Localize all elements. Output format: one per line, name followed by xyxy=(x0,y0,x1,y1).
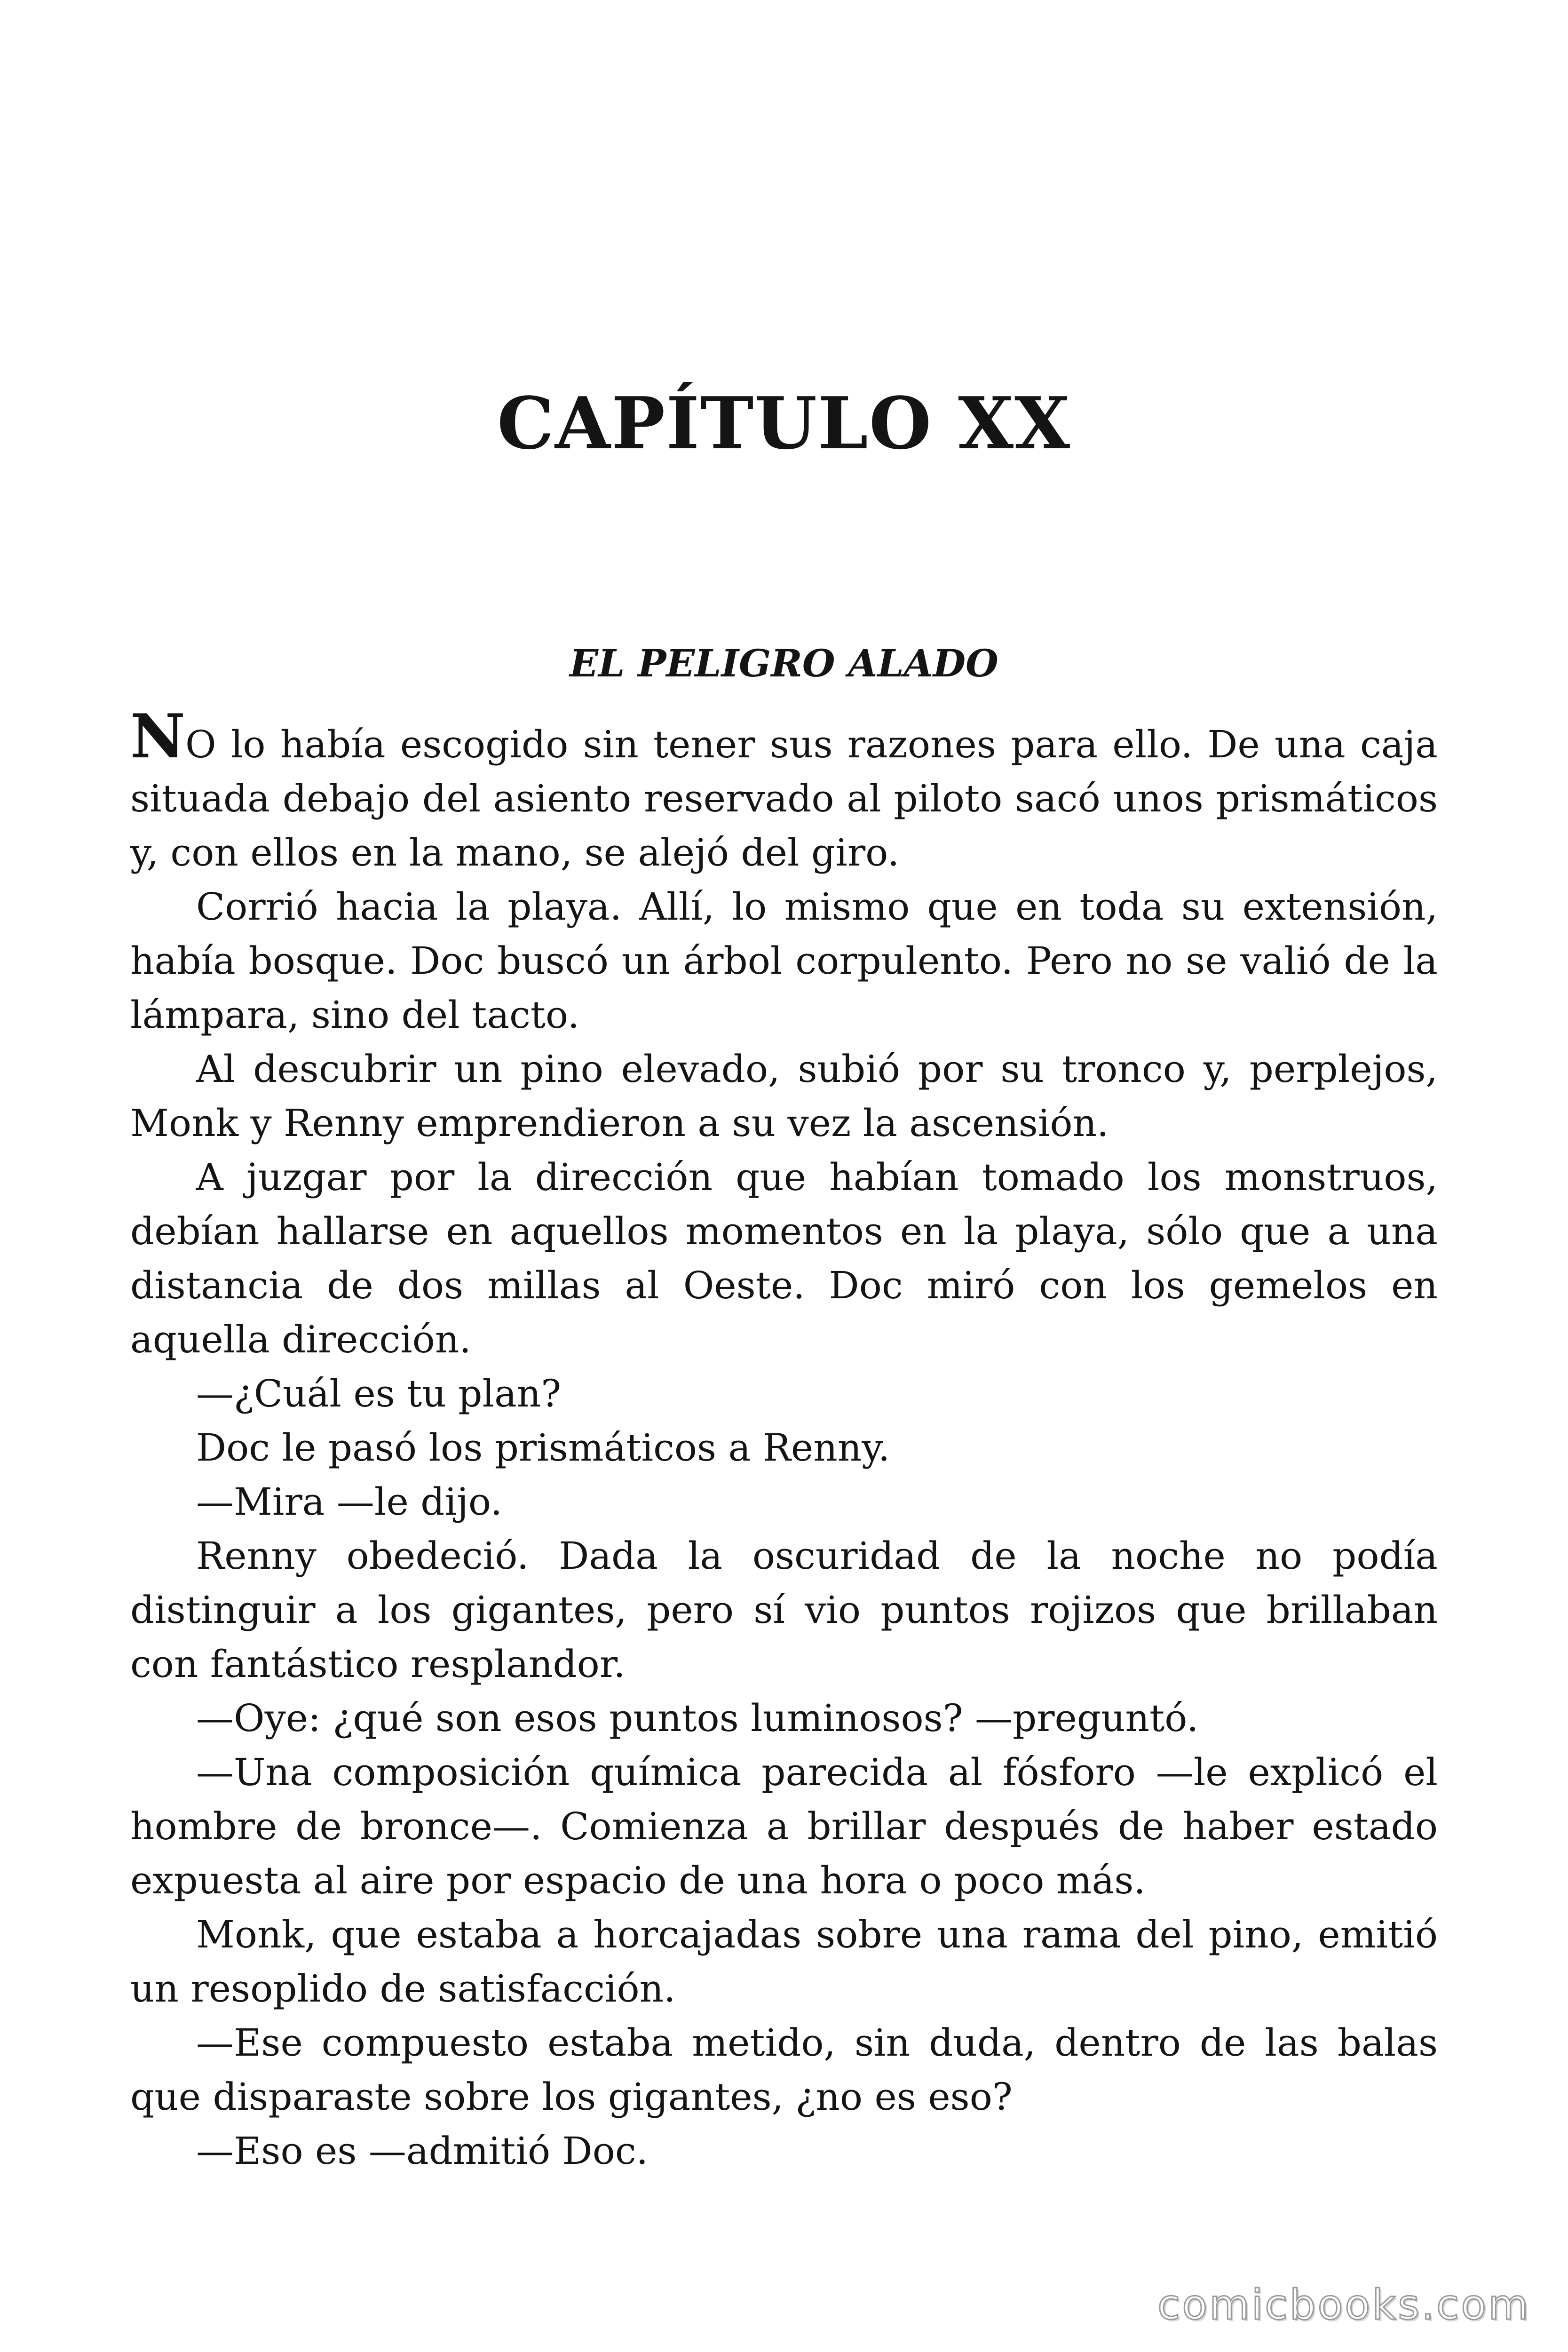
paragraph: —Mira —le dijo. xyxy=(196,1480,503,1524)
paragraph: Renny obedeció. Dada la oscuridad de la noche no podía distinguir a los gigantes, pero sí vio puntos rojizos que brillaban con fantástico resplandor. xyxy=(130,1534,1438,1686)
drop-cap: N xyxy=(130,701,185,772)
paragraph: —¿Cuál es tu plan? xyxy=(196,1372,562,1415)
paragraph: Al descubrir un pino elevado, subió por su tronco y, perplejos, Monk y Renny emprendieron a su vez la ascensión. xyxy=(130,1047,1438,1145)
paragraph: A juzgar por la dirección que habían tomado los monstruos, debían hallarse en aquellos momentos en la playa, sólo que a una distancia de dos millas al Oeste. Doc miró con los gemelos en aquella dirección. xyxy=(130,1155,1438,1361)
chapter-subtitle: EL PELIGRO ALADO xyxy=(570,641,998,685)
paragraph-text: O lo había escogido sin tener sus razones para ello. De una caja situada debajo del asiento reservado al piloto sacó unos prismáticos y, con ellos en la mano, se alejó del giro. xyxy=(130,723,1438,874)
paragraph: Corrió hacia la playa. Allí, lo mismo que en toda su extensión, había bosque. Doc buscó un árbol corpulento. Pero no se valió de la lámpara, sino del tacto. xyxy=(130,885,1438,1037)
paragraph: —Ese compuesto estaba metido, sin duda, dentro de las balas que disparaste sobre los gigantes, ¿no es eso? xyxy=(130,2021,1438,2119)
paragraph: Doc le pasó los prismáticos a Renny. xyxy=(196,1426,890,1470)
paragraph: —Eso es —admitió Doc. xyxy=(196,2129,649,2173)
chapter-title: CAPÍTULO XX xyxy=(497,381,1071,465)
watermark: comicbooks.com xyxy=(1157,2280,1530,2329)
paragraph: —Oye: ¿qué son esos puntos luminosos? —preguntó. xyxy=(196,1696,1199,1740)
paragraph: Monk, que estaba a horcajadas sobre una rama del pino, emitió un resoplido de satisfacción. xyxy=(130,1913,1438,2010)
paragraph: —Una composición química parecida al fósforo —le explicó el hombre de bronce—. Comienza a brillar después de haber estado expuesta al aire por espacio de una hora o poco más. xyxy=(130,1750,1438,1902)
paragraph xyxy=(130,701,1438,880)
chapter-body xyxy=(130,701,1438,2178)
